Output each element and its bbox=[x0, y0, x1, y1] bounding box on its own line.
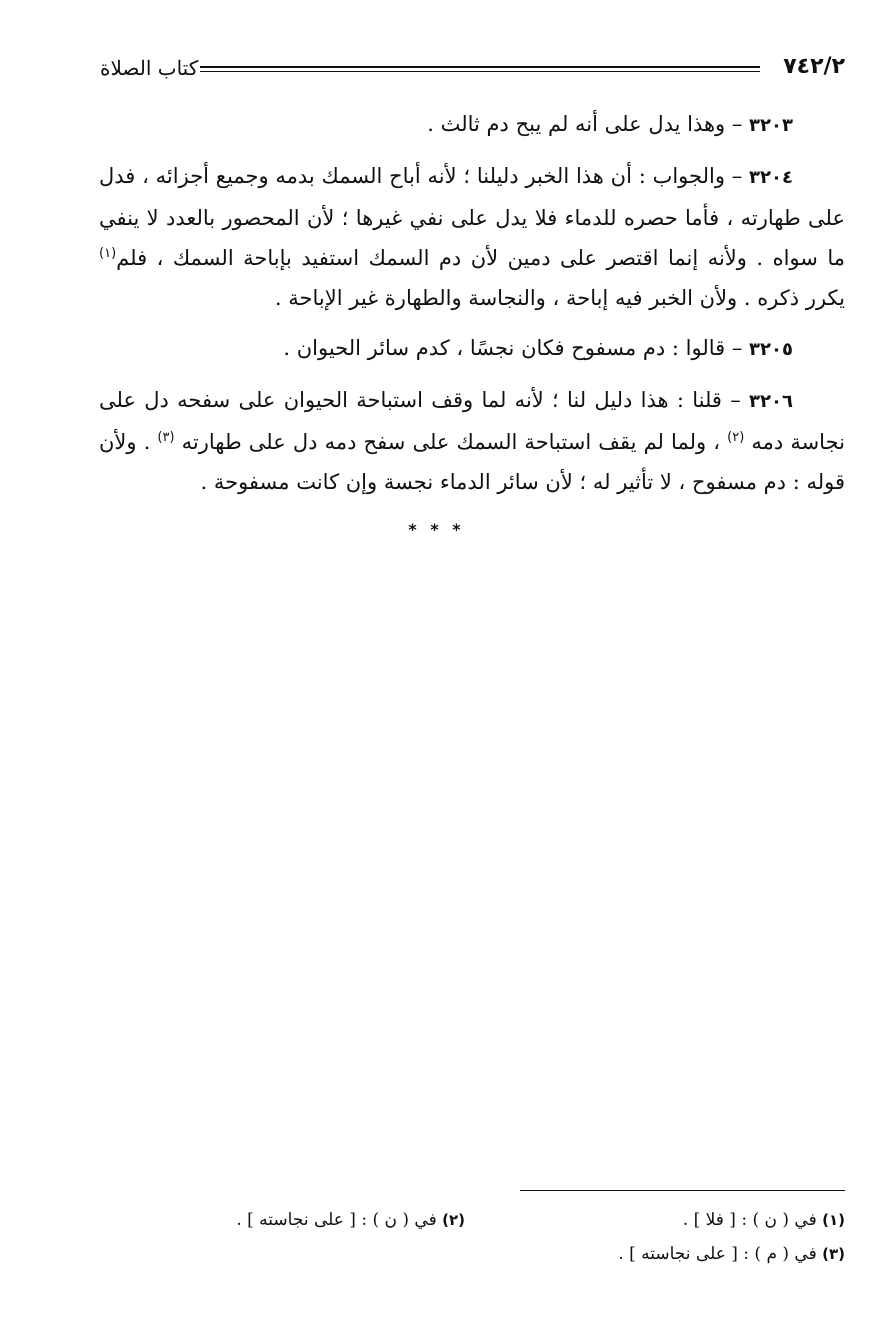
footnote-number: (٣) bbox=[822, 1245, 845, 1263]
paragraph-number: ٣٢٠٥ bbox=[749, 339, 793, 360]
footnote-3 bbox=[618, 1237, 845, 1271]
paragraph-number: ٣٢٠٤ bbox=[749, 167, 793, 188]
paragraph-3203 bbox=[99, 104, 845, 146]
footnote-text: في ( م ) : [ على نجاسته ] . bbox=[618, 1244, 823, 1264]
paragraph-3205 bbox=[99, 328, 845, 370]
footnote-2 bbox=[236, 1203, 465, 1237]
footnote-number: (١) bbox=[822, 1211, 845, 1229]
book-title: كتاب الصلاة bbox=[100, 56, 199, 80]
footnote-marker: (٣) bbox=[157, 430, 175, 445]
footnote-text: في ( ن ) : [ فلا ] . bbox=[682, 1210, 823, 1230]
paragraph-text: – وهذا يدل على أنه لم يبح دم ثالث . bbox=[427, 112, 750, 136]
footnote-text: في ( ن ) : [ على نجاسته ] . bbox=[236, 1210, 443, 1230]
footnotes bbox=[100, 1203, 845, 1271]
paragraph-text-middle: ، ولما لم يقف استباحة السمك على سفح دمه دل على طهارته bbox=[174, 430, 728, 454]
footnote-row bbox=[100, 1237, 845, 1271]
page-number: ٧٤٢/٢ bbox=[783, 54, 845, 79]
paragraph-text: – والجواب : أن هذا الخبر دليلنا ؛ لأنه أباح السمك بدمه وجميع أجزائه ، فدل على طهارته ، فأما حصره للدماء فلا يدل على نفي غيرها ؛ لأن المحصور بالعدد لا ينفي ما سواه . ولأنه إنما اقتصر على دمين لأن دم السمك استفيد بإباحة السمك ، فلم bbox=[99, 164, 845, 270]
footnote-rule bbox=[520, 1190, 845, 1191]
paragraph-text-continued: يكرر ذكره . ولأن الخبر فيه إباحة ، والنجاسة والطهارة غير الإباحة . bbox=[274, 286, 845, 310]
paragraph-text: – قالوا : دم مسفوح فكان نجسًا ، كدم سائر الحيوان . bbox=[283, 336, 750, 360]
footnote-marker: (٢) bbox=[727, 430, 745, 445]
paragraph-3206 bbox=[99, 380, 845, 502]
main-text bbox=[99, 104, 845, 512]
header-rule bbox=[100, 52, 845, 86]
footnote-row bbox=[100, 1203, 845, 1237]
paragraph-3204 bbox=[99, 156, 845, 318]
section-separator: * * * bbox=[408, 520, 465, 539]
footnote-marker: (١) bbox=[99, 246, 117, 261]
paragraph-text: – قلنا : هذا دليل لنا ؛ لأنه لما وقف استباحة الحيوان على سفحه دل على نجاسة دمه bbox=[99, 388, 845, 454]
paragraph-number: ٣٢٠٣ bbox=[749, 115, 793, 136]
footnote-number: (٢) bbox=[442, 1211, 465, 1229]
page-header bbox=[100, 52, 845, 86]
paragraph-number: ٣٢٠٦ bbox=[749, 391, 793, 412]
paragraph-text-continued: . ولأن قوله : دم مسفوح ، لا تأثير له ؛ لأن سائر الدماء نجسة وإن كانت مسفوحة . bbox=[99, 430, 845, 494]
footnote-1 bbox=[683, 1203, 845, 1237]
